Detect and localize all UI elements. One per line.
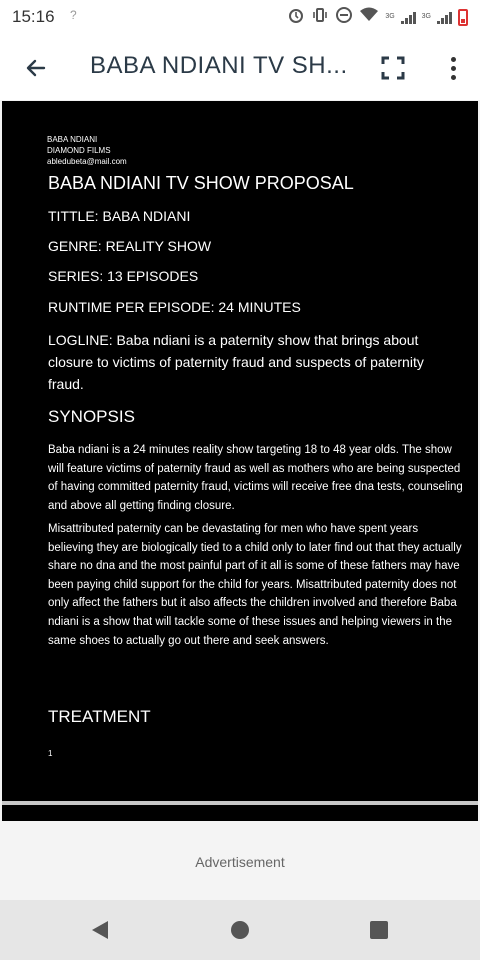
dnd-icon [335, 6, 353, 29]
doc-synopsis-paragraph-1: Baba ndiani is a 24 minutes reality show targeting 18 to 48 year olds. The show will feature victims of paternity fraud as well as mothers who are being suspected of having committed paternity fraud, victims will receive free dna tests, counseling and above all getting finding closure. [48, 444, 463, 512]
document-title: BABA NDIANI TV SH... [90, 52, 348, 79]
status-time: 15:16 [12, 7, 55, 26]
document-page [2, 101, 478, 801]
nav-home-icon[interactable] [231, 921, 249, 939]
doc-header-name: BABA NDIANI [47, 135, 98, 144]
doc-page-number: 1 [48, 749, 53, 758]
network-label-left: 3G [385, 13, 395, 20]
more-options-icon[interactable] [438, 50, 468, 86]
doc-header-email: abledubeta@mail.com [47, 157, 127, 166]
nav-back-icon[interactable] [92, 921, 108, 939]
doc-treatment-heading: TREATMENT [48, 707, 151, 726]
doc-header-company: DIAMOND FILMS [47, 146, 111, 155]
fullscreen-icon[interactable] [377, 52, 409, 84]
doc-synopsis-paragraph-2: Misattributed paternity can be devastating for men who have spent years believing they are biologically tied to a child only to later find out that they actually share no dna and the most painful part of it all is some of these fathers may have been paying child support for the child for years. Misattributed paternity does not only affect the fathers but it also affects the children involved and therefore Baba ndiani is a show that will tackle some of these issues and helping viewers in the same shoes to actually go out there and seek answers. [48, 523, 462, 647]
doc-title: BABA NDIANI TV SHOW PROPOSAL [48, 173, 354, 193]
doc-field-title: TITTLE: BABA NDIANI [48, 208, 191, 224]
system-nav-bar [0, 900, 480, 960]
doc-field-series: SERIES: 13 EPISODES [48, 268, 199, 284]
back-arrow-icon[interactable] [18, 50, 54, 86]
advertisement-area[interactable] [0, 821, 480, 900]
status-bar [0, 0, 480, 36]
nav-recents-icon[interactable] [370, 921, 388, 939]
wifi-icon [359, 6, 379, 29]
doc-synopsis-heading: SYNOPSIS [48, 407, 135, 426]
network-label-right: 3G [421, 13, 431, 20]
next-page-edge [2, 805, 478, 821]
vibrate-icon [311, 6, 329, 29]
advertisement-label: Advertisement [195, 854, 285, 870]
doc-field-genre: GENRE: REALITY SHOW [48, 238, 212, 254]
signal-unknown-label: ? [70, 8, 77, 22]
doc-logline: LOGLINE: Baba ndiani is a paternity show that brings about closure to victims of paternity fraud and suspects of paternity fraud. [48, 332, 424, 392]
doc-field-runtime: RUNTIME PER EPISODE: 24 MINUTES [48, 299, 301, 315]
battery-icon [458, 9, 468, 26]
signal-icon [401, 10, 416, 24]
status-icons [287, 6, 468, 28]
status-signal-unknown [70, 8, 77, 22]
signal-icon-2 [437, 10, 452, 24]
alarm-icon [287, 6, 305, 29]
app-bar [0, 36, 480, 100]
